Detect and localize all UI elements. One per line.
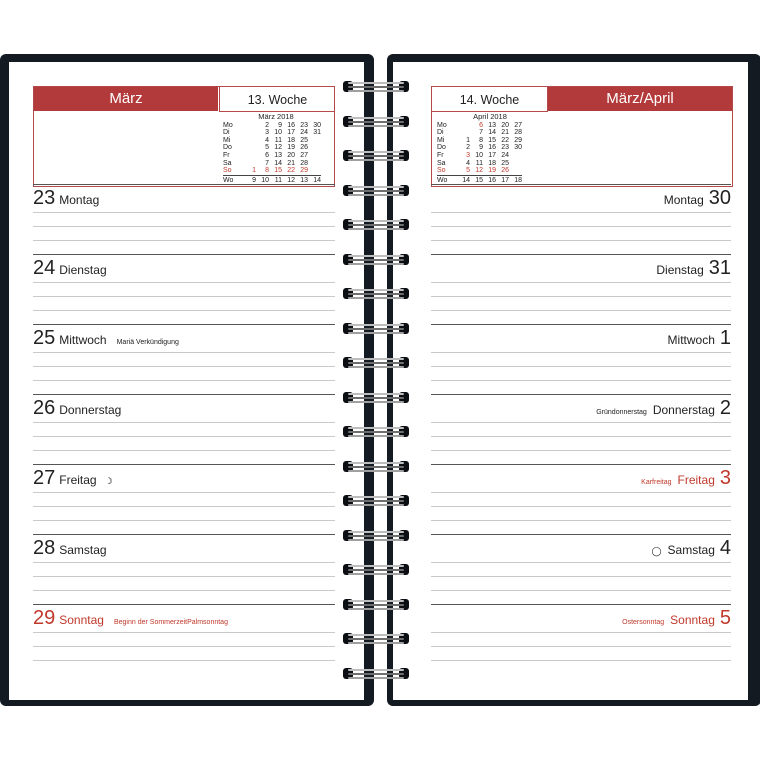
mini-calendar-date: 24	[501, 151, 509, 159]
moon-phase-icon: ☽	[104, 476, 113, 486]
mini-calendar-date: 1	[466, 136, 470, 144]
day-entry[interactable]	[33, 604, 335, 674]
right-page	[393, 62, 748, 700]
mini-calendar-date: 16	[483, 175, 496, 184]
writing-line	[33, 506, 335, 507]
day-heading	[431, 608, 731, 630]
mini-calendar-date: 18	[488, 159, 496, 167]
writing-line	[33, 366, 335, 367]
day-number: 24	[33, 257, 56, 279]
month-title: März	[34, 87, 218, 111]
moon-phase-icon: ◯	[651, 546, 662, 556]
mini-calendar-weekday: Sa	[437, 159, 446, 167]
mini-calendar	[434, 112, 546, 184]
mini-calendar-date: 15	[274, 167, 282, 175]
mini-calendar-date: 10	[256, 175, 269, 184]
day-entry[interactable]	[431, 534, 731, 604]
mini-calendar-row	[437, 137, 522, 145]
writing-line	[431, 562, 731, 563]
day-heading	[33, 188, 335, 210]
writing-line	[431, 492, 731, 493]
binding-ring	[343, 528, 409, 543]
mini-calendar-weekday: Di	[223, 129, 230, 137]
mini-calendar-date: 23	[501, 144, 509, 152]
writing-line	[33, 282, 335, 283]
writing-line	[33, 632, 335, 633]
writing-line	[431, 450, 731, 451]
day-number: 31	[708, 257, 731, 279]
mini-calendar-date: 3	[466, 151, 470, 159]
mini-calendar-date	[243, 144, 256, 152]
day-name: Dienstag	[59, 263, 107, 277]
day-entry[interactable]	[431, 324, 731, 394]
mini-calendar-date	[243, 122, 256, 130]
binding-ring	[343, 114, 409, 129]
mini-calendar-date: 18	[509, 175, 522, 184]
mini-calendar-date: 8	[479, 136, 483, 144]
mini-calendar-date: 14	[457, 175, 470, 184]
mini-calendar-row	[437, 122, 522, 130]
day-name: Montag	[59, 193, 100, 207]
mini-calendar-row	[223, 160, 321, 168]
writing-line	[33, 646, 335, 647]
mini-calendar-grid	[437, 122, 522, 185]
day-divider	[33, 324, 335, 325]
day-heading	[431, 258, 731, 280]
mini-calendar	[220, 112, 332, 184]
mini-calendar-date: 5	[466, 167, 470, 175]
mini-calendar-date	[457, 122, 470, 130]
day-name: Mittwoch	[59, 333, 107, 347]
mini-calendar-date: 29	[300, 167, 308, 175]
writing-line	[33, 450, 335, 451]
day-divider	[431, 184, 731, 185]
writing-line	[33, 492, 335, 493]
day-note: Ostersonntag	[622, 619, 665, 626]
binding-ring	[343, 321, 409, 336]
mini-calendar-date: 20	[287, 151, 295, 159]
day-number: 25	[33, 327, 56, 349]
day-heading	[33, 608, 335, 630]
mini-calendar-date: 25	[501, 159, 509, 167]
week-header	[431, 86, 733, 187]
day-name: Samstag	[59, 543, 107, 557]
binding-ring	[343, 355, 409, 370]
day-entry[interactable]	[431, 254, 731, 324]
mini-calendar-date: 8	[265, 167, 269, 175]
day-divider	[33, 534, 335, 535]
day-number: 1	[719, 327, 731, 349]
binding-ring	[343, 631, 409, 646]
day-name: Sonntag	[59, 613, 104, 627]
mini-calendar-date	[243, 152, 256, 160]
writing-line	[431, 520, 731, 521]
mini-calendar-weekday: Fr	[437, 151, 444, 159]
day-divider	[431, 254, 731, 255]
mini-calendar-date	[509, 152, 522, 160]
week-label: 14. Woche	[432, 87, 548, 112]
writing-line	[431, 282, 731, 283]
day-number: 4	[719, 537, 731, 559]
mini-calendar-date: 17	[496, 175, 509, 184]
binding-ring	[343, 390, 409, 405]
mini-calendar-date: 5	[265, 144, 269, 152]
day-number: 30	[708, 187, 731, 209]
writing-line	[431, 506, 731, 507]
mini-calendar-date: 30	[313, 121, 321, 129]
day-heading	[33, 258, 335, 280]
writing-line	[33, 436, 335, 437]
mini-calendar-date: 1	[252, 167, 256, 175]
day-number: 28	[33, 537, 56, 559]
mini-calendar-date: 28	[514, 129, 522, 137]
day-entry[interactable]	[33, 464, 335, 534]
day-name: Donnerstag	[59, 403, 122, 417]
day-divider	[33, 254, 335, 255]
mini-calendar-row	[437, 167, 522, 175]
mini-calendar-date: 11	[269, 175, 282, 184]
mini-calendar-row	[223, 144, 321, 152]
mini-calendar-date: 4	[466, 159, 470, 167]
mini-calendar-date: 23	[300, 121, 308, 129]
mini-calendar-date: 19	[287, 144, 295, 152]
mini-calendar-date	[457, 129, 470, 137]
day-entry[interactable]	[33, 394, 335, 464]
mini-calendar-date: 27	[514, 121, 522, 129]
day-heading	[33, 538, 335, 560]
mini-calendar-date: 24	[300, 129, 308, 137]
day-entry[interactable]	[431, 604, 731, 674]
day-number: 2	[719, 397, 731, 419]
day-name: Freitag	[59, 473, 97, 487]
day-number: 26	[33, 397, 56, 419]
writing-line	[33, 226, 335, 227]
mini-calendar-row	[223, 152, 321, 160]
day-note: Gründonnerstag	[596, 409, 647, 416]
mini-calendar-date: 26	[501, 167, 509, 175]
writing-line	[431, 632, 731, 633]
day-heading	[33, 398, 335, 420]
day-entry[interactable]	[431, 394, 731, 464]
writing-line	[33, 310, 335, 311]
mini-calendar-date: 27	[300, 151, 308, 159]
binding-ring	[343, 424, 409, 439]
writing-line	[431, 352, 731, 353]
mini-calendar-weekday: Fr	[223, 151, 230, 159]
mini-calendar-date	[308, 137, 321, 145]
binding-ring	[343, 286, 409, 301]
mini-calendar-date: 10	[475, 151, 483, 159]
writing-line	[431, 660, 731, 661]
day-note: Karfreitag	[641, 479, 672, 486]
day-divider	[33, 184, 335, 185]
binding-ring	[343, 252, 409, 267]
mini-calendar-date: 15	[470, 175, 483, 184]
mini-calendar-date	[509, 167, 522, 175]
mini-calendar-row	[223, 175, 321, 184]
mini-calendar-date: 9	[278, 121, 282, 129]
writing-line	[431, 226, 731, 227]
mini-calendar-weekday: Mi	[223, 136, 231, 144]
writing-line	[431, 646, 731, 647]
day-heading	[431, 468, 731, 490]
mini-calendar-date: 29	[514, 136, 522, 144]
day-name: Donnerstag	[652, 403, 715, 417]
mini-calendar-date: 6	[479, 121, 483, 129]
day-divider	[33, 394, 335, 395]
mini-calendar-row	[223, 137, 321, 145]
day-heading	[431, 398, 731, 420]
binding-ring	[343, 597, 409, 612]
mini-calendar-date: 21	[501, 129, 509, 137]
day-name: Freitag	[677, 473, 715, 487]
mini-calendar-weekday: Wo	[437, 175, 457, 184]
writing-line	[33, 352, 335, 353]
mini-calendar-date: 12	[282, 175, 295, 184]
writing-line	[431, 366, 731, 367]
writing-line	[431, 576, 731, 577]
mini-calendar-date: 4	[265, 136, 269, 144]
mini-calendar-weekday: Mo	[223, 121, 233, 129]
day-divider	[431, 604, 731, 605]
mini-calendar-date: 9	[479, 144, 483, 152]
mini-calendar-weekday: Do	[223, 144, 232, 152]
day-name: Montag	[663, 193, 704, 207]
mini-calendar-row	[437, 152, 522, 160]
mini-calendar-date: 7	[265, 159, 269, 167]
mini-calendar-date: 12	[475, 167, 483, 175]
day-entry[interactable]	[431, 184, 731, 254]
writing-line	[431, 380, 731, 381]
mini-calendar-row	[223, 167, 321, 175]
writing-line	[431, 310, 731, 311]
writing-line	[431, 590, 731, 591]
mini-calendar-weekday: Di	[437, 129, 444, 137]
mini-calendar-date: 31	[313, 129, 321, 137]
binding-ring	[343, 459, 409, 474]
mini-calendar-row	[437, 144, 522, 152]
mini-calendar-date: 14	[488, 129, 496, 137]
mini-calendar-date: 16	[287, 121, 295, 129]
day-note: Beginn der SommerzeitPalmsonntag	[113, 619, 228, 626]
mini-calendar-date: 25	[300, 136, 308, 144]
week-label: 13. Woche	[219, 87, 335, 112]
mini-calendar-row	[223, 129, 321, 137]
mini-calendar-date: 3	[265, 129, 269, 137]
mini-calendar-date	[509, 160, 522, 168]
mini-calendar-row	[223, 122, 321, 130]
day-divider	[431, 464, 731, 465]
day-name: Dienstag	[656, 263, 704, 277]
mini-calendar-date: 11	[475, 159, 483, 167]
writing-line	[33, 296, 335, 297]
mini-calendar-date	[243, 160, 256, 168]
writing-line	[33, 422, 335, 423]
mini-calendar-weekday: Do	[437, 144, 446, 152]
mini-calendar-date: 17	[287, 129, 295, 137]
mini-calendar-grid	[223, 122, 321, 185]
mini-calendar-weekday: Wo	[223, 175, 243, 184]
mini-calendar-date	[308, 160, 321, 168]
mini-calendar-date: 9	[243, 175, 256, 184]
mini-calendar-date: 26	[300, 144, 308, 152]
day-divider	[33, 464, 335, 465]
mini-calendar-date: 13	[488, 121, 496, 129]
day-number: 29	[33, 607, 56, 629]
writing-line	[33, 660, 335, 661]
mini-calendar-date: 15	[488, 136, 496, 144]
day-divider	[431, 534, 731, 535]
binding-ring	[343, 79, 409, 94]
day-heading	[33, 328, 335, 350]
mini-calendar-date: 2	[265, 121, 269, 129]
binding-ring	[343, 217, 409, 232]
binding-ring	[343, 666, 409, 681]
mini-calendar-date: 22	[287, 167, 295, 175]
mini-calendar-weekday: So	[437, 167, 446, 175]
day-entry[interactable]	[33, 324, 335, 394]
mini-calendar-date	[308, 144, 321, 152]
mini-calendar-weekday: Sa	[223, 159, 232, 167]
mini-calendar-date: 13	[295, 175, 308, 184]
mini-calendar-weekday: Mi	[437, 136, 445, 144]
mini-calendar-row	[437, 160, 522, 168]
day-note: Mariä Verkündigung	[116, 339, 179, 346]
mini-calendar-date	[308, 152, 321, 160]
mini-calendar-date	[243, 129, 256, 137]
day-divider	[33, 604, 335, 605]
day-entry[interactable]	[431, 464, 731, 534]
mini-calendar-date: 7	[479, 129, 483, 137]
day-entry[interactable]	[33, 254, 335, 324]
month-title: März/April	[548, 87, 732, 111]
mini-calendar-date: 17	[488, 151, 496, 159]
writing-line	[33, 240, 335, 241]
writing-line	[431, 296, 731, 297]
day-divider	[431, 394, 731, 395]
day-name: Sonntag	[670, 613, 715, 627]
mini-calendar-date	[308, 167, 321, 175]
writing-line	[33, 576, 335, 577]
day-heading	[431, 188, 731, 210]
mini-calendar-date: 19	[488, 167, 496, 175]
writing-line	[33, 380, 335, 381]
day-divider	[431, 324, 731, 325]
mini-calendar-weekday: So	[223, 167, 232, 175]
day-heading	[431, 328, 731, 350]
day-heading	[431, 538, 731, 560]
mini-calendar-row	[437, 175, 522, 184]
mini-calendar-date: 2	[466, 144, 470, 152]
mini-calendar-date: 11	[274, 136, 282, 144]
writing-line	[431, 240, 731, 241]
day-name: Samstag	[667, 543, 715, 557]
mini-calendar-title: April 2018	[473, 112, 507, 121]
mini-calendar-row	[437, 129, 522, 137]
day-number: 27	[33, 467, 56, 489]
week-header	[33, 86, 335, 187]
binding-ring	[343, 562, 409, 577]
mini-calendar-date: 21	[287, 159, 295, 167]
mini-calendar-date: 30	[514, 144, 522, 152]
binding-ring	[343, 148, 409, 163]
mini-calendar-date: 18	[287, 136, 295, 144]
mini-calendar-date: 10	[274, 129, 282, 137]
day-number: 23	[33, 187, 56, 209]
writing-line	[431, 212, 731, 213]
left-page	[9, 62, 364, 700]
mini-calendar-date: 6	[265, 151, 269, 159]
day-heading	[33, 468, 335, 490]
mini-calendar-title: März 2018	[258, 112, 294, 121]
writing-line	[431, 422, 731, 423]
mini-calendar-date: 22	[501, 136, 509, 144]
mini-calendar-date: 14	[274, 159, 282, 167]
binding-ring	[343, 183, 409, 198]
mini-calendar-weekday: Mo	[437, 121, 447, 129]
mini-calendar-date: 28	[300, 159, 308, 167]
writing-line	[33, 212, 335, 213]
day-entry[interactable]	[33, 184, 335, 254]
writing-line	[33, 520, 335, 521]
writing-line	[431, 436, 731, 437]
day-entry[interactable]	[33, 534, 335, 604]
mini-calendar-date: 20	[501, 121, 509, 129]
binding-ring	[343, 493, 409, 508]
day-number: 3	[719, 467, 731, 489]
day-name: Mittwoch	[667, 333, 715, 347]
day-number: 5	[719, 607, 731, 629]
mini-calendar-date: 13	[274, 151, 282, 159]
writing-line	[33, 562, 335, 563]
writing-line	[33, 590, 335, 591]
mini-calendar-date: 14	[308, 175, 321, 184]
mini-calendar-date	[243, 137, 256, 145]
mini-calendar-date: 16	[488, 144, 496, 152]
mini-calendar-date: 12	[274, 144, 282, 152]
